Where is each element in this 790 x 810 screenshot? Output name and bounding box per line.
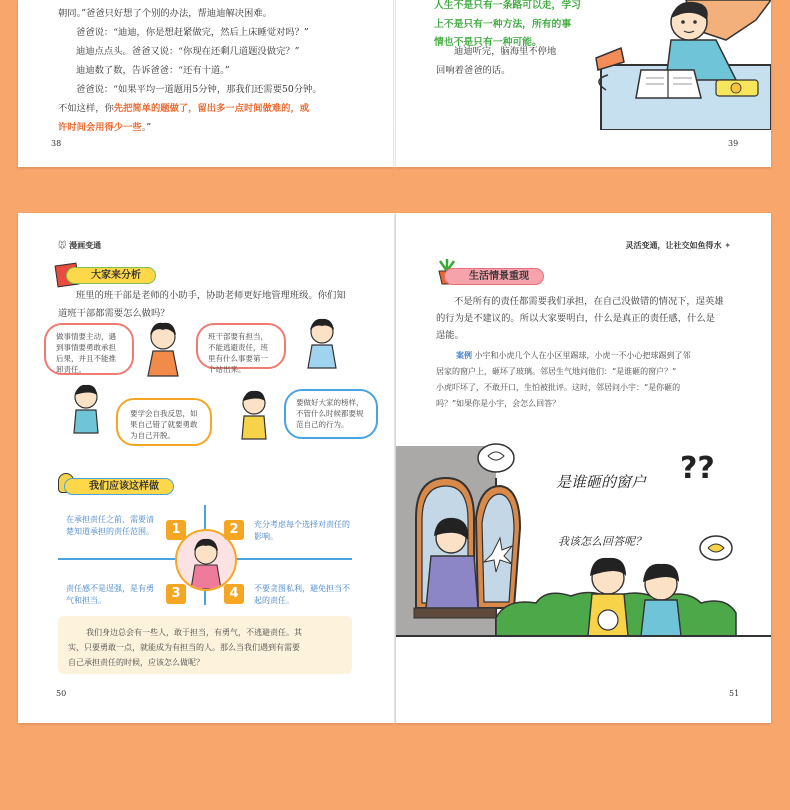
boy-character [232,389,276,447]
text-line: 爸爸说：“如果平均一道题用5分钟，那我们还需要50分钟。 [76,84,322,95]
number-badge: 4 [224,584,244,604]
text-plain: 。” [141,122,152,133]
text-line: 迪迪听完，脑海里不停地 [454,46,557,57]
page-39 [396,0,771,167]
speech-bubble: 要做好大家的榜样，不管什么时候都要规范自己的行为。 [284,389,378,439]
page-51 [396,213,771,723]
text-line [58,118,151,137]
green-quote-line: 人生不是只有一条路可以走，学习 [434,0,581,11]
note-line: 我们身边总会有一些人，敢于担当，有勇气，不逃避责任。其 [86,628,302,637]
speech-bubble: 做事情要主动，遇到事情要勇敢承担后果，并且不能推卸责任。 [44,323,134,375]
highlight-text: 许时间会用得少一些 [58,122,142,133]
case-line: 小虎吓坏了，不敢开口，生怕被批评。这时，邻居问小宇：“是你砸的 [436,383,681,392]
book-gutter [393,0,396,167]
case-line: 吗？”如果你是小宇，会怎么回答？ [436,399,561,408]
case-line: 居家的窗户上，砸坏了玻璃。邻居生气地问他们：“是谁砸的窗户？” [436,367,677,376]
quadrant-text: 责任感不是逞强，是有勇气和担当。 [66,584,154,605]
running-header [58,240,101,251]
note-line: 实，只要勇敢一点，就能成为有担当的人。那么当我们遇到有需要 [68,643,300,652]
note-line: 自己承担责任的时候，应该怎么做呢？ [68,658,204,667]
mouse-icon: 🐭 [58,241,67,250]
text-line [58,99,309,118]
text-line: 迪迪点点头。爸爸又说：“你现在还剩几道题没做完？” [76,46,300,57]
quadrant-text: 充分考虑每个选择对责任的影响。 [254,520,350,541]
father-son-illustration [576,0,771,130]
quadrant-text: 不要贪图私利，避免担当不起的责任。 [254,584,350,605]
green-quote-line: 情也不是只有一种可能。 [434,37,542,48]
boy-character [66,383,106,441]
number-badge: 3 [166,584,186,604]
page-38 [18,0,394,167]
section-tag-scenario: 生活情景重现 [444,268,544,285]
page-50 [18,213,394,723]
speech-bubble: 班干部要有担当，不能逃避责任，班里有什么事要第一个站出来。 [196,323,286,369]
page-number: 39 [728,139,739,148]
section-tag-analysis: 大家来分析 [66,267,156,284]
text-line: 不是所有的责任都需要我们承担，在自己没做错的情况下，逞英雄 [454,296,724,307]
comic-question-marks: ?? [680,451,715,486]
text-line: 迪迪数了数，告诉爸爸：“还有十道。” [76,65,230,76]
section-tag-howto: 我们应该这样做 [64,478,174,495]
number-badge: 2 [224,520,244,540]
reflection-note [58,616,352,674]
header-text: 灵活变通，让社交如鱼得水 [625,241,722,250]
number-badge: 1 [166,520,186,540]
case-text: 小宇和小虎几个人在小区里踢球，小虎一不小心把球踢到了邻 [474,351,691,360]
bird-icon: ✦ [724,241,731,250]
girl-character [300,316,345,376]
text-line: 的行为是不建议的。所以大家要明白，什么是真正的责任感，什么是 [436,313,715,324]
comic-thought-text: 我该怎么回答呢？ [558,535,646,548]
girl-character [138,321,188,381]
text-line: 道班干部都需要怎么做吗？ [58,308,170,319]
case-label: 案例 [456,350,472,360]
highlight-text: 先把简单的题做了，留出多一点时间做难的，或 [113,103,310,114]
text-plain: 不如这样，你 [58,103,114,114]
text-line: 班里的班干部是老师的小助手，协助老师更好地管理班级。你们知 [76,290,346,301]
text-line: 逞能。 [436,330,464,341]
running-header [626,240,732,251]
quadrant-text: 在承担责任之前，需要清楚知道承担的责任范围。 [66,515,154,536]
case-line [456,347,691,364]
green-quote-line: 上不是只有一种方法，所有的事 [434,19,572,30]
header-text: 漫画变通 [69,241,102,250]
page-number: 50 [56,689,67,698]
text-line: 朝同。”爸爸只好想了个别的办法，帮迪迪解决困难。 [58,8,272,19]
speech-bubble: 要学会自我反思，如果自己错了就要勇敢为自己开脱。 [116,398,212,446]
page-number: 51 [729,689,740,698]
text-line: 回响着爸爸的话。 [436,65,511,76]
page-number: 38 [51,139,62,148]
comic-speech-text: 是谁砸的窗户 [556,473,647,491]
text-line: 爸爸说：“迪迪，你是想赶紧做完，然后上床睡觉对吗？” [76,27,309,38]
